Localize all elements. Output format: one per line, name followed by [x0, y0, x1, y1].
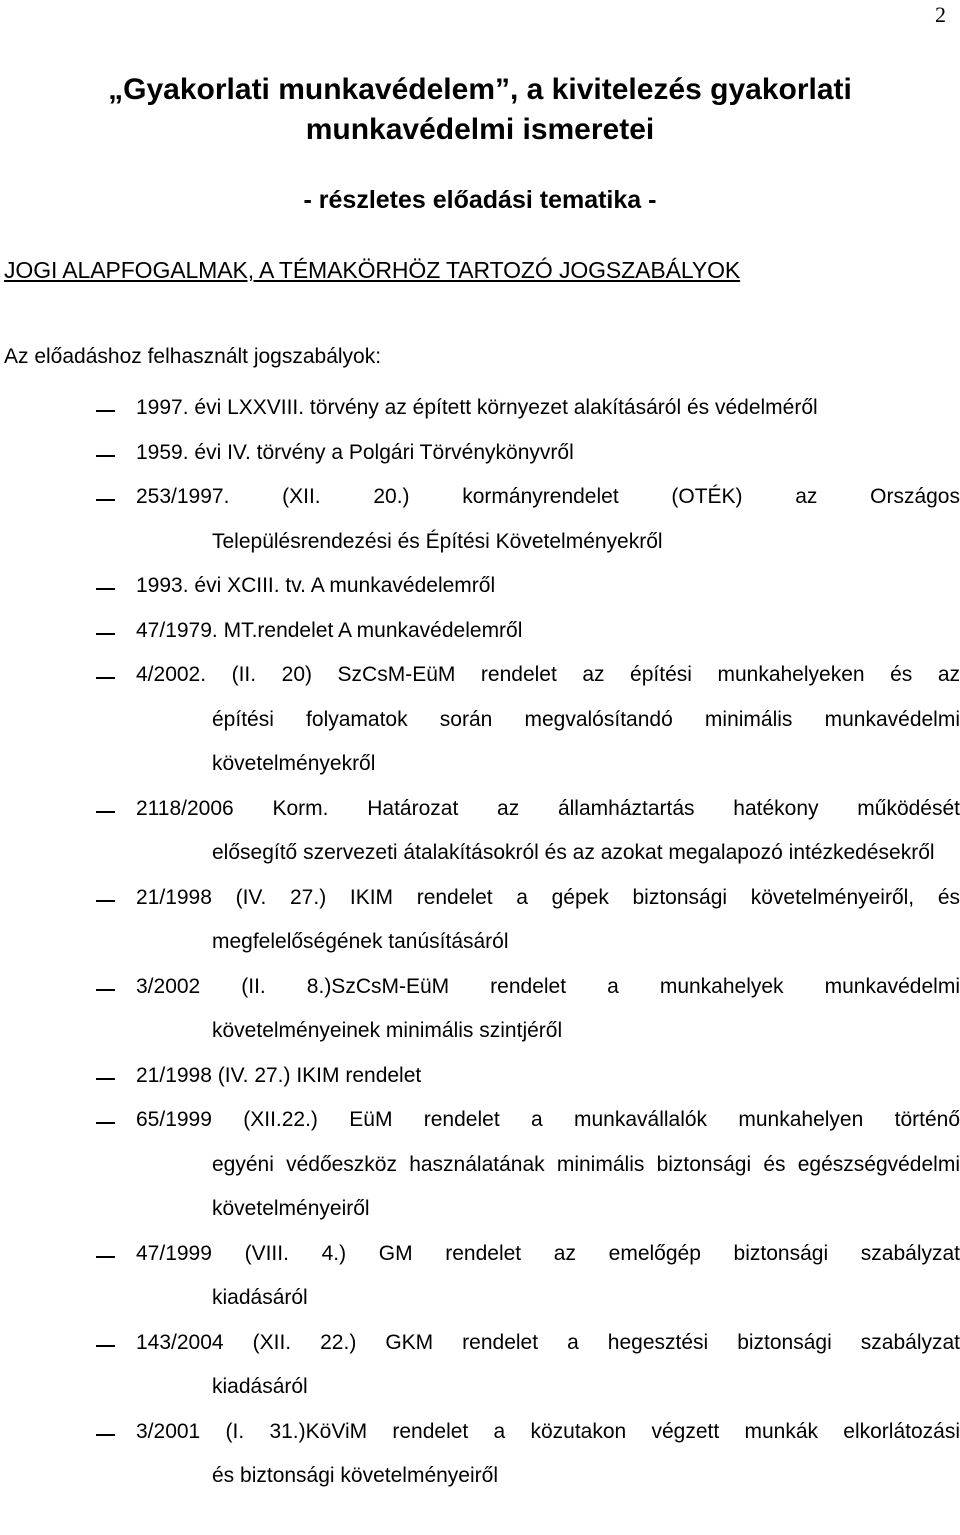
list-item-continuation: kiadásáról	[212, 1286, 308, 1309]
list-item-continuation: és biztonsági követelményeiről	[212, 1464, 498, 1487]
dash-bullet-icon	[96, 1256, 115, 1258]
document-subtitle: - részletes előadási tematika -	[303, 186, 657, 214]
list-item	[0, 1232, 960, 1321]
list-item-text	[136, 431, 960, 476]
list-item	[0, 965, 960, 1054]
list-item-title: 4/2002. (II. 20) SzCsM-EüM rendelet az építési munkahelyeken és az	[136, 663, 960, 686]
list-item	[0, 876, 960, 965]
dash-bullet-icon	[96, 410, 115, 412]
list-item	[0, 609, 960, 654]
list-item	[0, 787, 960, 876]
list-item-title: 65/1999 (XII.22.) EüM rendelet a munkavállalók munkahelyen történő	[136, 1108, 960, 1131]
list-item-title: 2118/2006 Korm. Határozat az államháztartás hatékony működését	[136, 796, 960, 820]
list-item-text	[136, 1232, 960, 1321]
page-number: 2	[935, 2, 946, 27]
list-item-continuation: követelményeinek minimális szintjéről	[212, 1019, 563, 1042]
list-item	[0, 386, 960, 431]
dash-bullet-icon	[96, 989, 115, 991]
list-item-continuation: egyéni védőeszköz használatának minimális biztonsági és egészségvédelmi követelményeiről	[212, 1152, 960, 1220]
list-item-title: 47/1999 (VIII. 4.) GM rendelet az emelőgép biztonsági szabályzat	[136, 1241, 960, 1265]
list-item-continuation: kiadásáról	[212, 1375, 308, 1398]
document-title	[0, 70, 960, 150]
list-item-text	[136, 876, 960, 965]
intro-text: Az előadáshoz felhasznált jogszabályok:	[4, 345, 382, 368]
list-item-text	[136, 1054, 960, 1099]
list-item-text	[136, 787, 960, 876]
list-item-title: 47/1979. MT.rendelet A munkavédelemről	[136, 618, 523, 642]
dash-bullet-icon	[96, 811, 115, 813]
list-item	[0, 1098, 960, 1232]
list-item	[0, 1410, 960, 1499]
list-item-title: 3/2001 (I. 31.)KöViM rendelet a közutakon végzett munkák elkorlátozási	[136, 1419, 960, 1443]
list-item-text	[136, 609, 960, 654]
list-item-text	[136, 564, 960, 609]
list-item-continuation: építési folyamatok során megvalósítandó minimális munkavédelmi követelményekről	[212, 707, 960, 775]
dash-bullet-icon	[96, 1122, 115, 1124]
list-item-title: 21/1998 (IV. 27.) IKIM rendelet	[136, 1063, 422, 1087]
list-item	[0, 431, 960, 476]
dash-bullet-icon	[96, 677, 115, 679]
dash-bullet-icon	[96, 900, 115, 902]
list-item-title: 143/2004 (XII. 22.) GKM rendelet a hegesztési biztonsági szabályzat	[136, 1330, 960, 1354]
list-item-text	[136, 1098, 960, 1232]
dash-bullet-icon	[96, 588, 115, 590]
list-item-title: 3/2002 (II. 8.)SzCsM-EüM rendelet a munkahelyek munkavédelmi	[136, 974, 960, 998]
list-item	[0, 564, 960, 609]
list-item-title: 253/1997. (XII. 20.) kormányrendelet (OTÉK) az Országos	[136, 485, 960, 508]
list-item-title: 21/1998 (IV. 27.) IKIM rendelet a gépek biztonsági követelményeiről, és	[136, 885, 960, 909]
list-item-text	[136, 1321, 960, 1410]
dash-bullet-icon	[96, 633, 115, 635]
list-item	[0, 1321, 960, 1410]
list-item-continuation: megfelelőségének tanúsításáról	[212, 930, 509, 953]
list-item-title: 1993. évi XCIII. tv. A munkavédelemről	[136, 574, 496, 597]
list-item-text	[136, 475, 960, 564]
legislation-list	[0, 386, 960, 1499]
dash-bullet-icon	[96, 1434, 115, 1436]
list-item-text	[136, 653, 960, 787]
title-line-2: munkavédelmi ismeretei	[305, 113, 655, 146]
list-item	[0, 653, 960, 787]
list-item	[0, 1054, 960, 1099]
dash-bullet-icon	[96, 1078, 115, 1080]
list-item	[0, 475, 960, 564]
dash-bullet-icon	[96, 455, 115, 457]
list-item-text	[136, 1410, 960, 1499]
title-line-1: „Gyakorlati munkavédelem”, a kivitelezés gyakorlati	[108, 73, 852, 106]
list-item-title: 1997. évi LXXVIII. törvény az épített környezet alakításáról és védelméről	[136, 396, 818, 419]
list-item-text	[136, 965, 960, 1054]
list-item-continuation: elősegítő szervezeti átalakításokról és az azokat megalapozó intézkedésekről	[212, 841, 935, 864]
dash-bullet-icon	[96, 499, 115, 501]
dash-bullet-icon	[96, 1345, 115, 1347]
list-item-title: 1959. évi IV. törvény a Polgári Törvénykönyvről	[136, 440, 574, 464]
list-item-text	[136, 386, 960, 431]
list-item-continuation: Településrendezési és Építési Követelményekről	[212, 529, 663, 553]
section-heading: JOGI ALAPFOGALMAK, A TÉMAKÖRHÖZ TARTOZÓ JOGSZABÁLYOK	[4, 257, 741, 283]
